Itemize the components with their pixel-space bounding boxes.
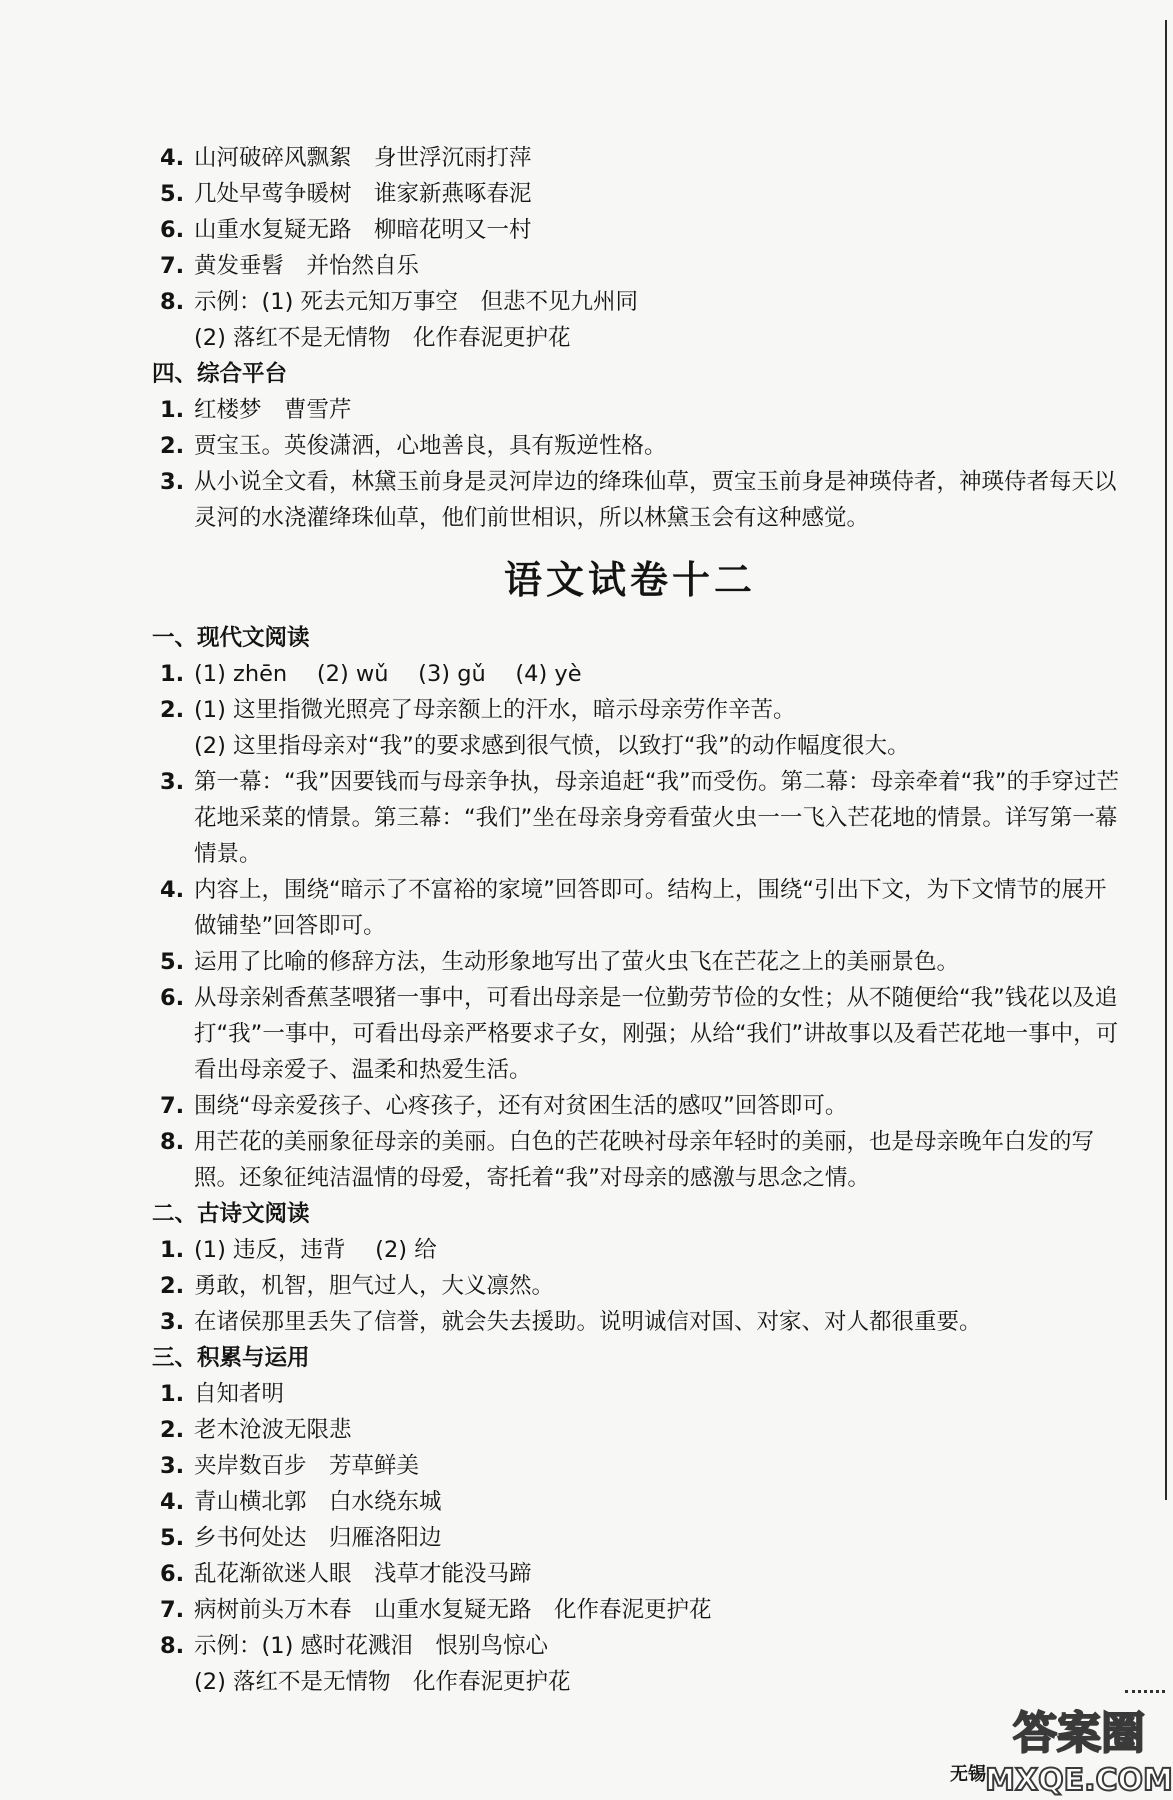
section-heading: 一、现代文阅读 [152,625,310,651]
prev-items [160,140,1120,356]
list-item: 2. (1) 这里指微光照亮了母亲额上的汗水，暗示母亲劳作辛苦。 [160,697,796,723]
list-item: 1. 红楼梦 曹雪芹 [160,397,352,423]
answer-content [152,140,1120,1700]
list-item: 3. 第一幕：“我”因要钱而与母亲争执，母亲追赶“我”而受伤。第二幕：母亲牵着“我”的手穿过芒花地采菜的情景。第三幕：“我们”坐在母亲身旁看萤火虫一一飞入芒花地的情景。详写第一幕情景。 [160,769,1119,867]
list-item: 3. 在诸侯那里丢失了信誉，就会失去援助。说明诚信对国、对家、对人都很重要。 [160,1309,982,1335]
list-item: 5. 运用了比喻的修辞方法，生动形象地写出了萤火虫飞在芒花之上的美丽景色。 [160,949,960,975]
list-item: 7. 病树前头万木春 山重水复疑无路 化作春泥更护花 [160,1597,712,1623]
section-heading: 二、古诗文阅读 [152,1201,310,1227]
list-item: 6. 从母亲剁香蕉茎喂猪一事中，可看出母亲是一位勤劳节俭的女性；从不随便给“我”钱花以及追打“我”一事中，可看出母亲严格要求子女，刚强；从给“我们”讲故事以及看芒花地一事中，可看出母亲爱子、温柔和热爱生活。 [160,985,1119,1083]
page-label: 无锡 [950,1764,986,1785]
list-item: 7. 围绕“母亲爱孩子、心疼孩子，还有对贫困生活的感叹”回答即可。 [160,1093,848,1119]
list-item: 3. 从小说全文看，林黛玉前身是灵河岸边的绛珠仙草，贾宝玉前身是神瑛侍者，神瑛侍者每天以灵河的水浇灌绛珠仙草，他们前世相识，所以林黛玉会有这种感觉。 [160,469,1117,531]
list-item: 8. 示例：(1) 感时花溅泪 恨别鸟惊心 [160,1633,549,1659]
list-item: 1. 自知者明 [160,1381,285,1407]
list-item: 1. (1) zhēn (2) wǔ (3) gǔ (4) yè [160,661,582,687]
list-item-sub: (2) 落红不是无情物 化作春泥更护花 [194,325,571,351]
list-item: 8. 用芒花的美丽象征母亲的美丽。白色的芒花映衬母亲年轻时的美丽，也是母亲晚年白发的写照。还象征纯洁温情的母爱，寄托着“我”对母亲的感激与思念之情。 [160,1129,1095,1191]
list-item: 2. 老木沧波无限悲 [160,1417,352,1443]
list-item: 7. 黄发垂髫 并怡然自乐 [160,253,420,279]
list-item: 4. 青山横北郭 白水绕东城 [160,1489,442,1515]
watermark-bottom-text: MXQE.COM [985,1763,1173,1798]
site-watermark-logo [985,1690,1173,1798]
list-item: 2. 勇敢，机智，胆气过人，大义凛然。 [160,1273,555,1299]
section4-items [160,392,1120,536]
section-heading: 四、综合平台 [152,361,288,387]
list-item: 1. (1) 违反，违背 (2) 给 [160,1237,437,1263]
list-item: 4. 内容上，围绕“暗示了不富裕的家境”回答即可。结构上，围绕“引出下文，为下文情节的展开做铺垫”回答即可。 [160,877,1107,939]
list-item: 3. 夹岸数百步 芳草鲜美 [160,1453,420,1479]
section-heading: 三、积累与运用 [152,1345,310,1371]
list-item-sub: (2) 落红不是无情物 化作春泥更护花 [194,1669,571,1695]
paper-title: 语文试卷十二 [503,557,756,602]
list-item: 6. 乱花渐欲迷人眼 浅草才能没马蹄 [160,1561,532,1587]
watermark-top-text: 答案圈 [1013,1708,1145,1759]
list-item: 6. 山重水复疑无路 柳暗花明又一村 [160,217,532,243]
list-item: 8. 示例：(1) 死去元知万事空 但悲不见九州同 [160,289,639,315]
list-item: 5. 几处早莺争暖树 谁家新燕啄春泥 [160,181,532,207]
list-item: 5. 乡书何处达 归雁洛阳边 [160,1525,442,1551]
list-item: 4. 山河破碎风飘絮 身世浮沉雨打萍 [160,145,532,171]
list-item: 2. 贾宝玉。英俊潇洒，心地善良，具有叛逆性格。 [160,433,667,459]
page-edge-rule [1165,20,1167,1500]
list-item-sub: (2) 这里指母亲对“我”的要求感到很气愤，以致打“我”的动作幅度很大。 [194,733,910,759]
